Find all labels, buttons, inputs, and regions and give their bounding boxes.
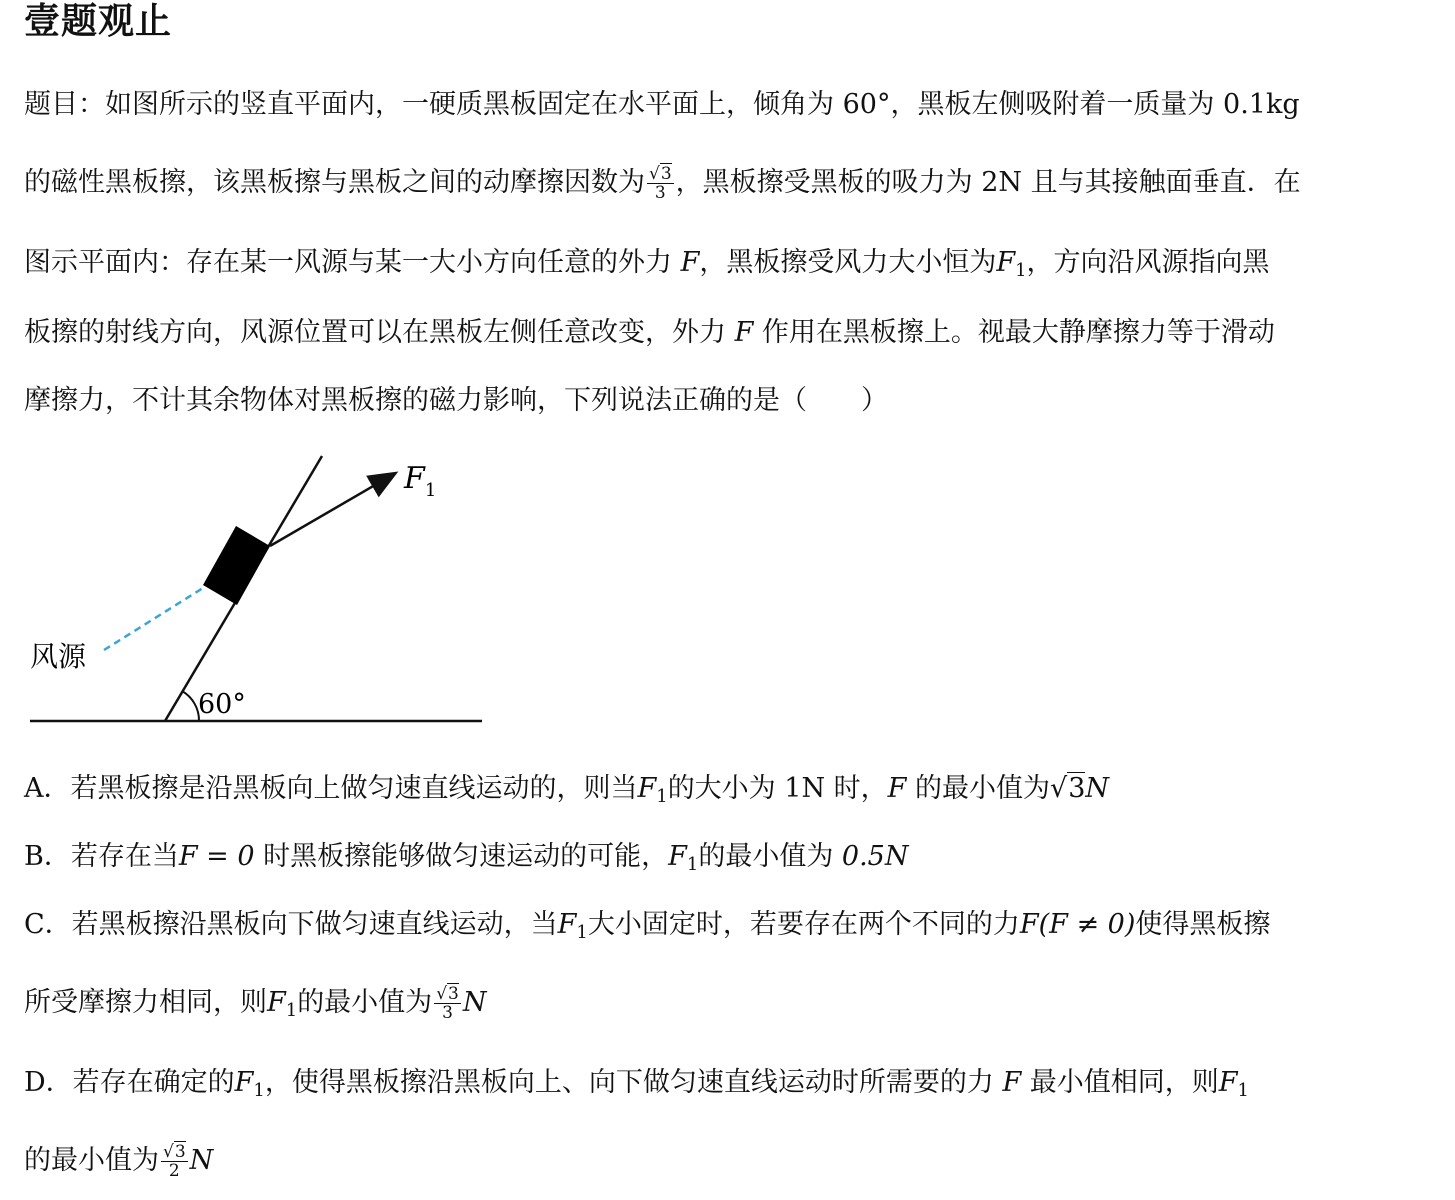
option-C-line-1 — [24, 902, 1434, 943]
physics-diagram — [0, 440, 520, 740]
radicand: 3 — [174, 1142, 186, 1162]
value-0-5N: 0.5N — [841, 841, 909, 872]
question-text: ，黑板擦受黑板的吸力为 2N 且与其接触面垂直．在 — [675, 167, 1301, 198]
var-F1-sub: 1 — [253, 1080, 265, 1101]
var-F1 — [996, 247, 1027, 281]
label-angle: 60° — [198, 689, 246, 720]
var-F1-main: F — [267, 987, 286, 1018]
option-text: B．若存在当 — [24, 841, 179, 872]
var-F1-sub: 1 — [285, 1000, 298, 1021]
expr-F-equals-0: F = 0 — [178, 841, 255, 872]
var-F1-sub: 1 — [1015, 260, 1027, 281]
option-text: 最小值相同，则 — [1021, 1067, 1219, 1098]
var-F: F — [887, 773, 907, 804]
option-text: 的最小值为 — [698, 841, 842, 872]
question-text: 摩擦力，不计其余物体对黑板擦的磁力影响，下列说法正确的是（ ） — [24, 385, 888, 416]
var-F1 — [267, 987, 298, 1021]
unit-N: N — [1085, 773, 1110, 804]
var-F1-main: F — [668, 841, 687, 872]
option-text: 所受摩擦力相同，则 — [24, 987, 267, 1018]
question-text: 作用在黑板擦上。视最大静摩擦力等于滑动 — [753, 317, 1275, 348]
var-F1-main: F — [557, 909, 577, 940]
var-F1-sub: 1 — [576, 922, 588, 943]
question-text: ，黑板擦受风力大小恒为 — [699, 247, 997, 278]
question-line-3 — [24, 240, 1434, 281]
angle-arc — [182, 691, 199, 721]
fraction-sqrt3-over-2 — [161, 1143, 188, 1180]
option-text: 大小固定时，若要存在两个不同的力 — [587, 909, 1020, 940]
question-text: 图示平面内：存在某一风源与某一大小方向任意的外力 — [24, 247, 681, 278]
option-text: 的最小值为 — [297, 987, 433, 1018]
fraction-sqrt3-over-3 — [434, 985, 461, 1022]
sqrt-symbol: √ — [163, 1142, 174, 1162]
sqrt-symbol: √ — [1049, 773, 1068, 804]
option-D-line-1 — [24, 1060, 1434, 1101]
option-A — [24, 766, 1434, 807]
page-heading: 壹题观止 — [24, 1, 173, 42]
option-text: 时黑板擦能够做匀速运动的可能， — [254, 841, 669, 872]
sqrt-symbol: √ — [436, 984, 448, 1004]
expr-F-not-zero: F(F ≠ 0) — [1019, 909, 1136, 940]
option-text: A．若黑板擦是沿黑板向上做匀速直线运动的，则当 — [24, 773, 638, 804]
question-line-4 — [24, 310, 1434, 349]
denominator: 2 — [168, 1161, 180, 1181]
var-F1 — [637, 773, 668, 807]
fraction-sqrt3-over-3 — [647, 165, 674, 202]
question-text: 的磁性黑板擦，该黑板擦与黑板之间的动摩擦因数为 — [24, 167, 645, 198]
var-F1 — [668, 841, 699, 875]
var-F1-sub: 1 — [656, 786, 668, 807]
option-C-line-2 — [24, 980, 1434, 1022]
var-F1-main: F — [1218, 1067, 1238, 1098]
unit-N: N — [189, 1145, 214, 1176]
question-line-2 — [24, 160, 1434, 202]
option-text: 的最小值为 — [24, 1145, 159, 1176]
option-text: 使得黑板擦 — [1135, 909, 1271, 940]
radicand: 3 — [1068, 773, 1086, 804]
option-text: 的最小值为 — [906, 773, 1050, 804]
var-F: F — [680, 247, 700, 278]
wind-direction-line — [104, 588, 203, 650]
var-F: F — [1002, 1067, 1022, 1098]
label-F1: $F_1$ — [404, 461, 437, 501]
question-line-1 — [24, 82, 1434, 121]
question-text: 板擦的射线方向，风源位置可以在黑板左侧任意改变，外力 — [24, 317, 735, 348]
question-line-5 — [24, 378, 1434, 417]
var-F1 — [1218, 1067, 1249, 1101]
var-F: F — [734, 317, 754, 348]
var-F1 — [557, 909, 588, 943]
eraser-block — [203, 526, 270, 605]
var-F1 — [234, 1067, 265, 1101]
option-D-line-2 — [24, 1138, 1434, 1180]
sqrt-symbol: √ — [649, 164, 660, 184]
var-F1-main: F — [637, 773, 657, 804]
option-text: ，使得黑板擦沿黑板向上、向下做匀速直线运动时所需要的力 — [264, 1067, 1003, 1098]
option-text: D．若存在确定的 — [24, 1067, 235, 1098]
radicand: 3 — [660, 164, 672, 184]
radicand: 3 — [448, 984, 459, 1004]
option-B — [24, 834, 1434, 875]
label-wind-source: 风源 — [30, 640, 87, 673]
question-text: 题目：如图所示的竖直平面内，一硬质黑板固定在水平面上，倾角为 60°，黑板左侧吸附着一质量为 0.1kg — [24, 89, 1300, 120]
var-F1-sub: 1 — [686, 854, 699, 875]
option-text: 的大小为 1N 时， — [667, 773, 888, 804]
unit-N: N — [462, 987, 487, 1018]
option-text: C．若黑板擦沿黑板向下做匀速直线运动，当 — [24, 909, 558, 940]
question-text: ，方向沿风源指向黑 — [1026, 247, 1270, 278]
var-F1-main: F — [234, 1067, 254, 1098]
var-F1-sub: 1 — [1237, 1080, 1249, 1101]
denominator: 3 — [442, 1003, 453, 1023]
var-F1-main: F — [996, 247, 1016, 278]
denominator: 3 — [654, 183, 666, 203]
